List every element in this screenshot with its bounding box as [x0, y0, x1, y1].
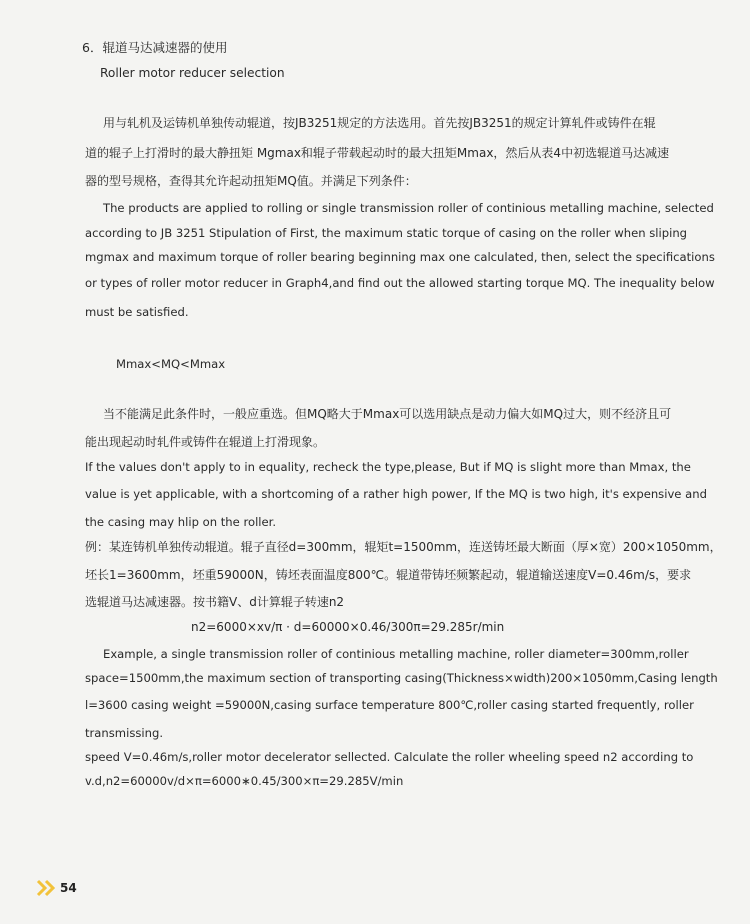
para1-en-line-1: The products are applied to rolling or single transmission roller of continious metalling machine, selected — [103, 201, 714, 215]
para2-en-line-1: If the values don't apply to in equality, recheck the type,please, But if MQ is slight more than Mmax, the — [85, 460, 691, 474]
example-cn-line-2: 坯长1=3600mm，坯重59000N，铸坯表面温度800℃。辊道带铸坯频繁起动，辊道输送速度V=0.46m/s，要求 — [85, 568, 692, 582]
example-en-line-1: Example, a single transmission roller of continious metalling machine, roller diameter=300mm,roller — [103, 647, 689, 661]
section-heading-cn: 6．辊道马达减速器的使用 — [82, 40, 228, 55]
example-en-line-4: transmissing. — [85, 726, 164, 740]
para1-en-line-4: or types of roller motor reducer in Graph4,and find out the allowed starting torque MQ. The inequality below — [85, 276, 715, 290]
calculation-formula-cn: n2=6000×xv/π · d=60000×0.46/300π=29.285r/min — [191, 620, 505, 634]
example-cn-line-1: 例：某连铸机单独传动辊道。辊子直径d=300mm，辊矩t=1500mm，连送铸坯最大断面（厚×宽）200×1050mm， — [85, 540, 722, 554]
para2-en-line-2: value is yet applicable, with a shortcoming of a rather high power, If the MQ is two high, it's expensive and — [85, 487, 707, 501]
example-en-line-5: speed V=0.46m/s,roller motor decelerator sellected. Calculate the roller wheeling speed n2 according to — [85, 750, 694, 764]
inequality-formula: Mmax<MQ<Mmax — [116, 357, 226, 371]
example-en-line-2: space=1500mm,the maximum section of transporting casing(Thickness×width)200×1050mm,Casing length — [85, 671, 718, 685]
page-number: 54 — [60, 881, 77, 895]
para1-en-line-3: mgmax and maximum torque of roller bearing beginning max one calculated, then, select the specifications — [85, 250, 715, 264]
example-en-line-6: v.d,n2=60000v/d×π=6000∗0.45/300×π=29.285V/min — [85, 774, 404, 788]
para1-cn-line-1: 用与轧机及运铸机单独传动辊道，按JB3251规定的方法选用。首先按JB3251的规定计算轧件或铸件在辊 — [103, 116, 656, 130]
para1-en-line-2: according to JB 3251 Stipulation of First, the maximum static torque of casing on the roller when sliping — [85, 226, 688, 240]
para2-cn-line-2: 能出现起动时轧件或铸件在辊道上打滑现象。 — [85, 435, 326, 449]
example-en-line-3: l=3600 casing weight =59000N,casing surface temperature 800℃,roller casing started frequently, roller — [85, 698, 694, 712]
double-chevron-right-icon — [36, 879, 58, 897]
section-heading-en: Roller motor reducer selection — [100, 66, 285, 80]
para1-cn-line-2: 道的辊子上打滑时的最大静扭矩 Mgmax和辊子带载起动时的最大扭矩Mmax，然后从表4中初选辊道马达减速 — [85, 146, 670, 160]
para1-cn-line-3: 器的型号规格，查得其允许起动扭矩MQ值。并满足下列条件： — [85, 174, 417, 188]
example-cn-line-3: 选辊道马达减速器。按书籍V、d计算辊子转速n2 — [85, 595, 345, 609]
para1-en-line-5: must be satisfied. — [85, 305, 189, 319]
para2-cn-line-1: 当不能满足此条件时，一般应重选。但MQ略大于Mmax可以选用缺点是动力偏大如MQ过大，则不经济且可 — [103, 407, 672, 421]
para2-en-line-3: the casing may hlip on the roller. — [85, 515, 277, 529]
